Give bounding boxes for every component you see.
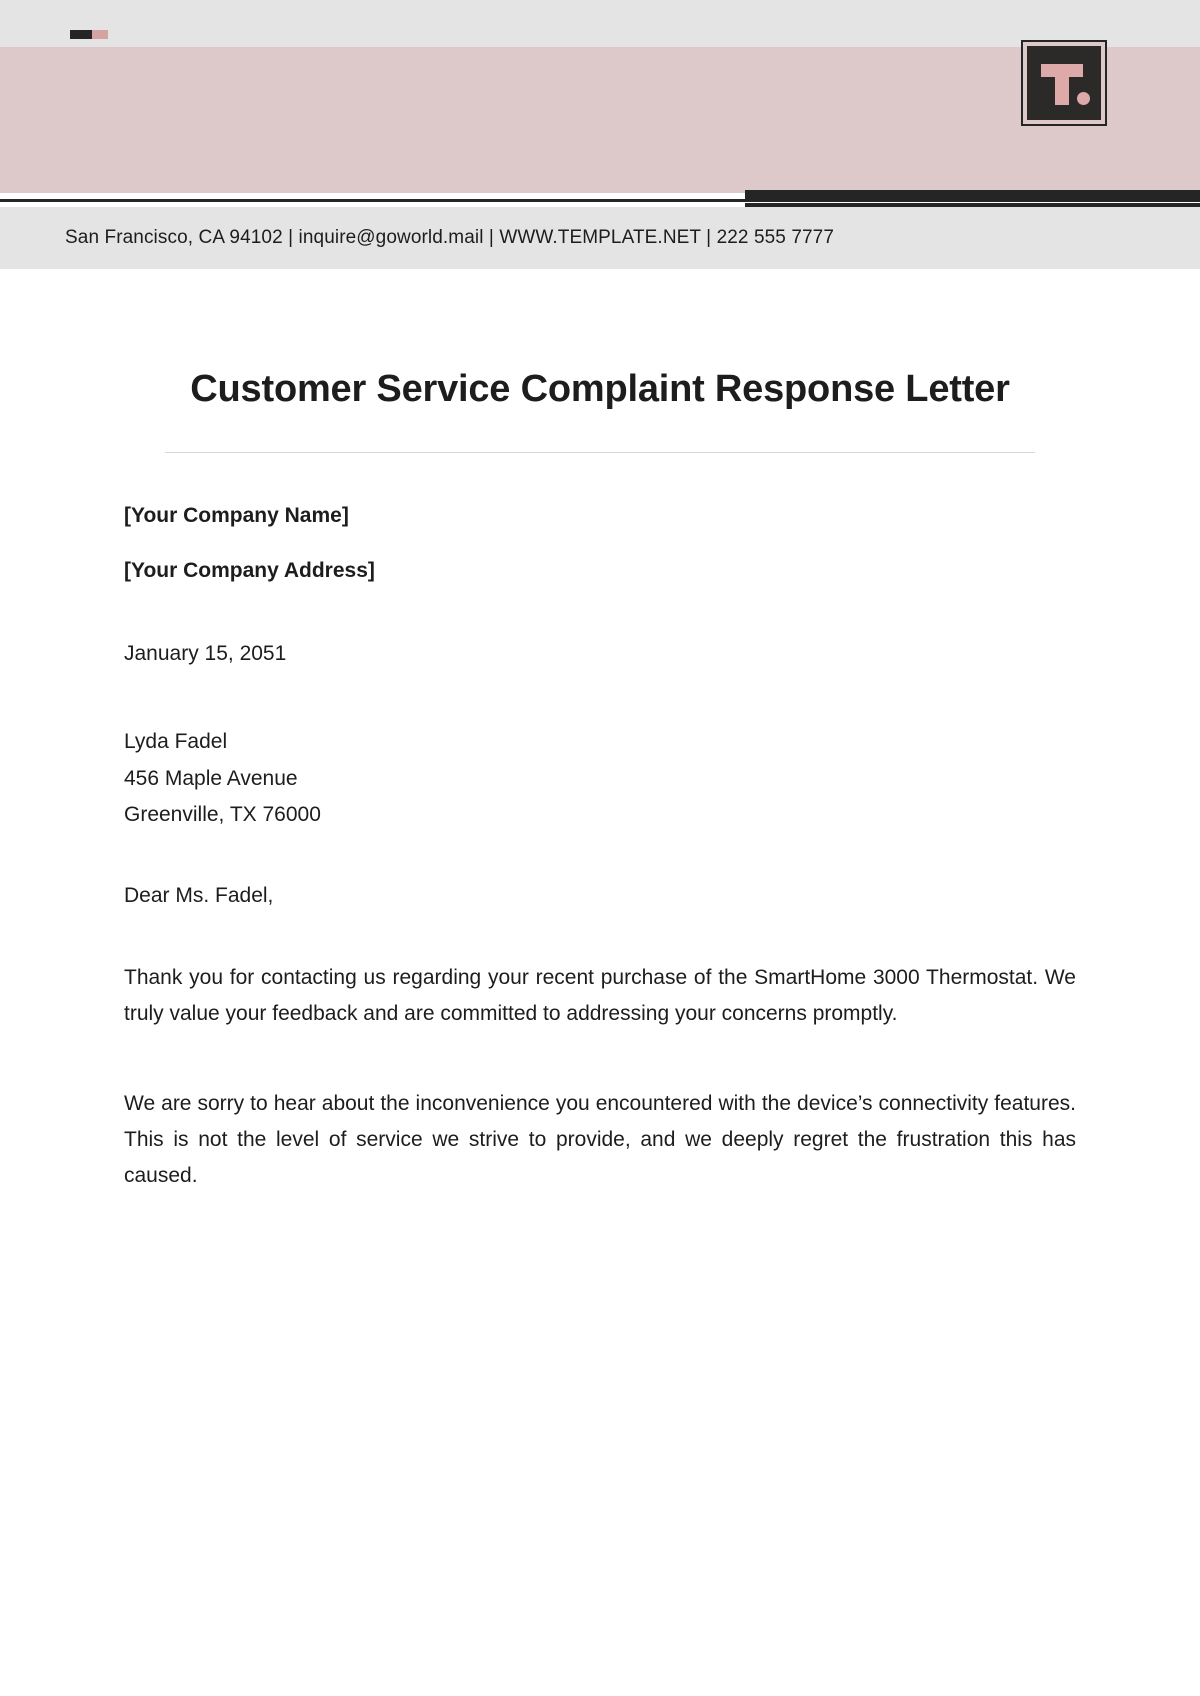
recipient-name: Lyda Fadel [124, 730, 228, 754]
recipient-street: 456 Maple Avenue [124, 766, 298, 790]
top-strip [0, 0, 1200, 47]
letter-content [0, 453, 1200, 1194]
header-rule-full-width [0, 199, 1200, 202]
page-title: Customer Service Complaint Response Letter [190, 368, 1010, 410]
brand-logo [1021, 40, 1107, 126]
decorative-mark-group [70, 30, 108, 39]
header-band [0, 47, 1200, 193]
recipient-address-block [124, 664, 1076, 832]
recipient-city-state-zip: Greenville, TX 76000 [124, 802, 321, 826]
sender-company-name: [Your Company Name] [124, 504, 349, 528]
salutation: Dear Ms. Fadel, [124, 883, 274, 907]
document-body [0, 269, 1200, 1194]
dark-rectangle-icon [70, 30, 92, 39]
pink-rectangle-icon [92, 30, 108, 39]
logo-period-dot-icon [1077, 92, 1090, 105]
header-rule-thick-right [745, 190, 1200, 199]
sender-company-address: [Your Company Address] [124, 559, 375, 583]
letter-date: January 15, 2051 [124, 642, 287, 666]
contact-info-line: San Francisco, CA 94102 | inquire@goworld.mail | WWW.TEMPLATE.NET | 222 555 7777 [65, 227, 834, 248]
body-paragraph-2: We are sorry to hear about the inconvenience you encountered with the device’s connectivity features. This is not the level of service we strive to provide, and we deeply regret the frustration this has caused. [124, 1091, 1076, 1188]
logo-letter-t-stem-icon [1055, 64, 1069, 105]
body-paragraph-1: Thank you for contacting us regarding your recent purchase of the SmartHome 3000 Thermostat. We truly value your feedback and are committed to addressing your concerns promptly. [124, 965, 1076, 1025]
logo-inner-square [1027, 46, 1101, 120]
contact-bar [0, 207, 1200, 269]
